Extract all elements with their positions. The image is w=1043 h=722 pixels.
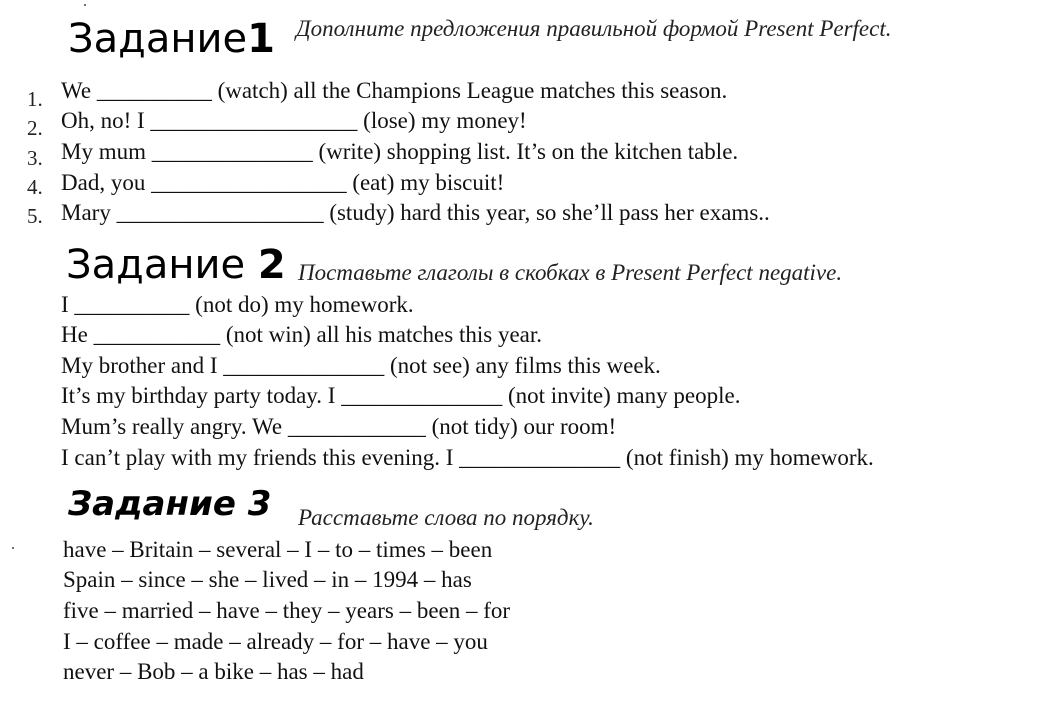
task2-heading-number: 2 [257,242,286,288]
task1-heading [68,16,275,62]
task2-sentence-1: I __________ (not do) my homework. [61,292,414,317]
scan-speck [12,547,14,549]
task3-sentence-5: never – Bob – a bike – has – had [63,659,364,684]
task1-instruction: Дополните предложения правильной формой Present Perfect. [296,16,892,41]
task2-heading-label: Задание [66,242,246,288]
task1-number-2: 2. [27,116,43,140]
task1-sentence-1: We __________ (watch) all the Champions League matches this season. [61,78,728,103]
task1-heading-label: Задание [68,16,248,62]
task1-sentence-4: Dad, you _________________ (eat) my biscuit! [61,170,505,195]
task3-sentence-2: Spain – since – she – lived – in – 1994 – has [63,567,472,592]
task3-sentence-3: five – married – have – they – years – been – for [63,598,511,623]
task2-instruction: Поставьте глаголы в скобках в Present Perfect negative. [298,260,843,285]
task2-heading [66,242,286,288]
task1-sentence-5: Mary __________________ (study) hard this year, so she’ll pass her exams.. [61,200,770,225]
task1-number-3: 3. [27,146,43,170]
task1-sentence-2: Oh, no! I __________________ (lose) my money! [61,108,527,133]
task1-sentence-3: My mum ______________ (write) shopping list. It’s on the kitchen table. [61,139,739,164]
scan-speck [84,4,86,6]
task2-sentence-5: Mum’s really angry. We ____________ (not tidy) our room! [61,414,617,439]
task3-sentence-4: I – coffee – made – already – for – have – you [63,629,488,654]
task3-heading: Задание 3 [68,484,272,524]
task2-sentence-6: I can’t play with my friends this evening. I ______________ (not finish) my homework. [61,445,874,470]
task1-heading-number: 1 [247,16,275,62]
task1-number-4: 4. [27,175,43,199]
task2-sentence-3: My brother and I ______________ (not see) any films this week. [61,353,661,378]
task3-instruction: Расставьте слова по порядку. [298,505,594,530]
task2-sentence-4: It’s my birthday party today. I ______________ (not invite) many people. [61,383,741,408]
task3-sentence-1: have – Britain – several – I – to – times – been [63,537,493,562]
task1-number-5: 5. [27,204,43,228]
task1-number-1: 1. [27,87,43,111]
task2-sentence-2: He ___________ (not win) all his matches this year. [61,322,543,347]
